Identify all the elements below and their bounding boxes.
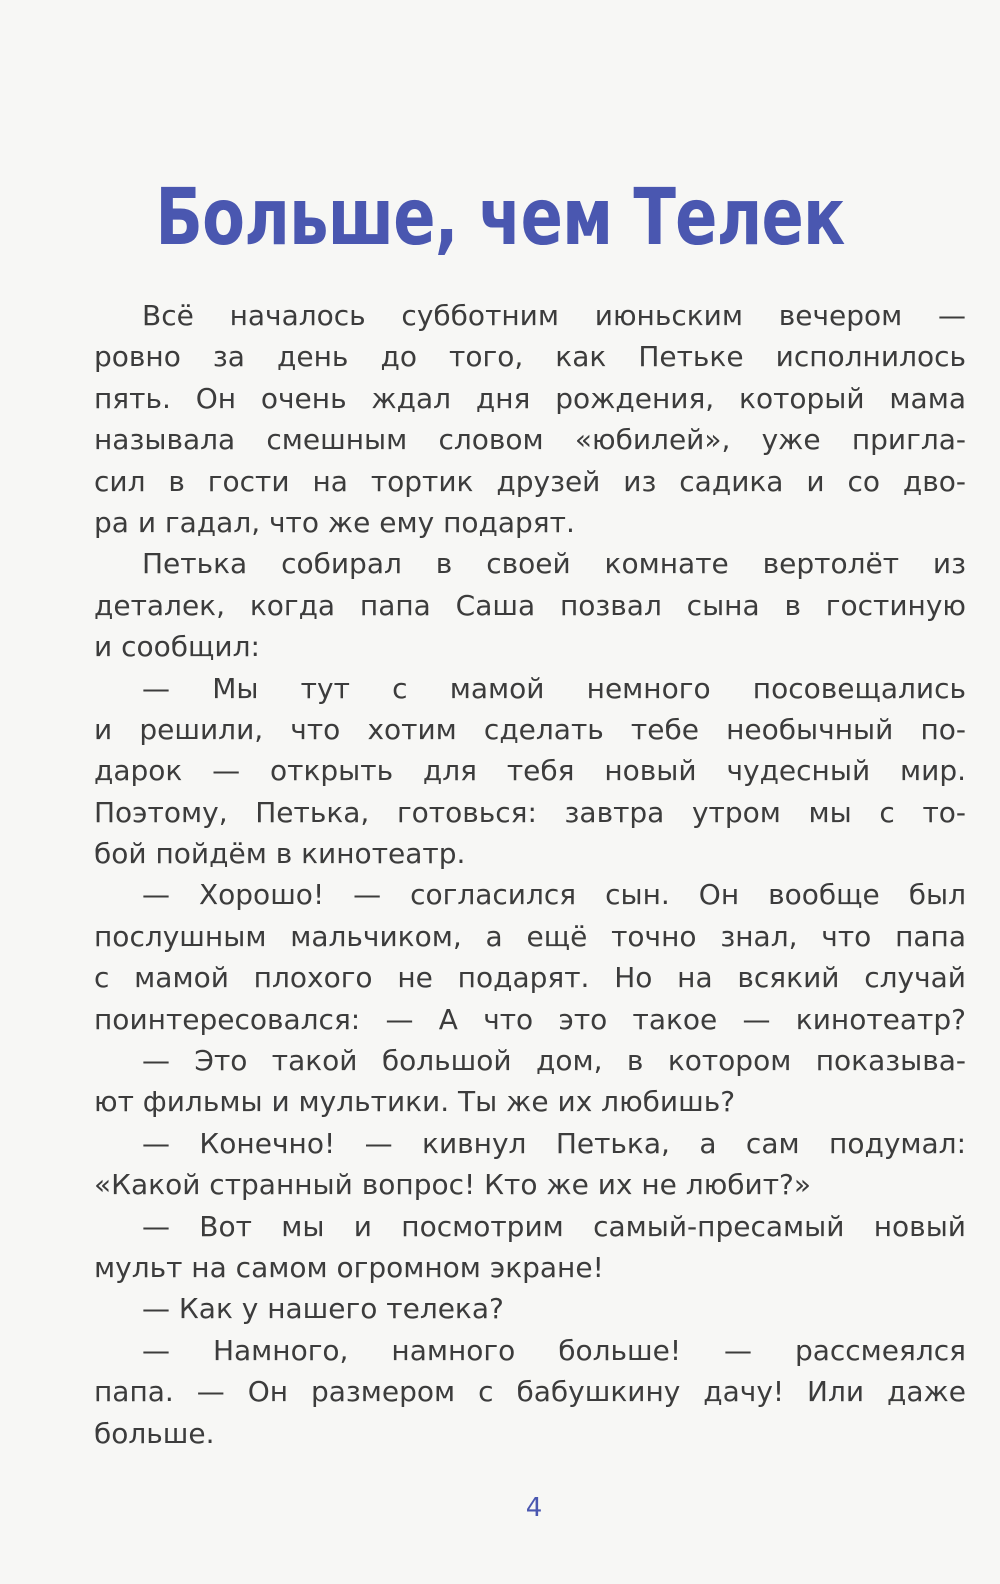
text-line: послушным мальчиком, а ещё точно знал, что папа [94,919,966,953]
text-line: бой пойдём в кинотеатр. [94,837,466,871]
text-line: больше. [94,1416,215,1450]
text-line: — Конечно! — кивнул Петька, а сам подумал: [142,1126,966,1160]
text-line: деталек, когда папа Саша позвал сына в гостиную [94,588,966,622]
text-line: папа. — Он размером с бабушкину дачу! Или даже [94,1375,966,1409]
text-line: ра и гадал, что же ему подарят. [94,505,575,539]
text-line: «Какой странный вопрос! Кто же их не любит?» [94,1168,812,1202]
text-line: — Мы тут с мамой немного посовещались [142,671,966,705]
chapter-title: Больше, чем Телек [155,173,845,263]
text-line: пять. Он очень ждал дня рождения, который мама [94,381,966,415]
page-number: 4 [525,1493,543,1523]
text-line: ровно за день до того, как Петьке исполнилось [94,340,966,374]
text-line: — Намного, намного больше! — рассмеялся [142,1333,966,1367]
text-line: сил в гости на тортик друзей из садика и со дво- [94,464,966,498]
text-line: называла смешным словом «юбилей», уже пригла- [94,423,966,457]
text-line: — Как у нашего телека? [142,1292,504,1326]
text-line: Всё началось субботним июньским вечером — [142,299,966,332]
text-line: — Это такой большой дом, в котором показыва- [142,1044,966,1078]
text-line: дарок — открыть для тебя новый чудесный мир. [94,754,966,788]
text-line: ют фильмы и мультики. Ты же их любишь? [94,1085,736,1119]
text-line: и сообщил: [94,630,260,664]
text-line: с мамой плохого не подарят. Но на всякий случай [94,961,966,995]
story-text [94,295,966,1454]
text-line: мульт на самом огромном экране! [94,1250,604,1284]
text-line: поинтересовался: — А что это такое — кинотеатр? [94,1002,966,1036]
text-line: — Хорошо! — согласился сын. Он вообще был [142,878,966,912]
text-line: и решили, что хотим сделать тебе необычный по- [94,712,966,746]
text-line: Петька собирал в своей комнате вертолёт из [142,547,966,581]
text-line: — Вот мы и посмотрим самый-пресамый новый [142,1209,966,1243]
text-line: Поэтому, Петька, готовься: завтра утром мы с то- [94,795,966,829]
